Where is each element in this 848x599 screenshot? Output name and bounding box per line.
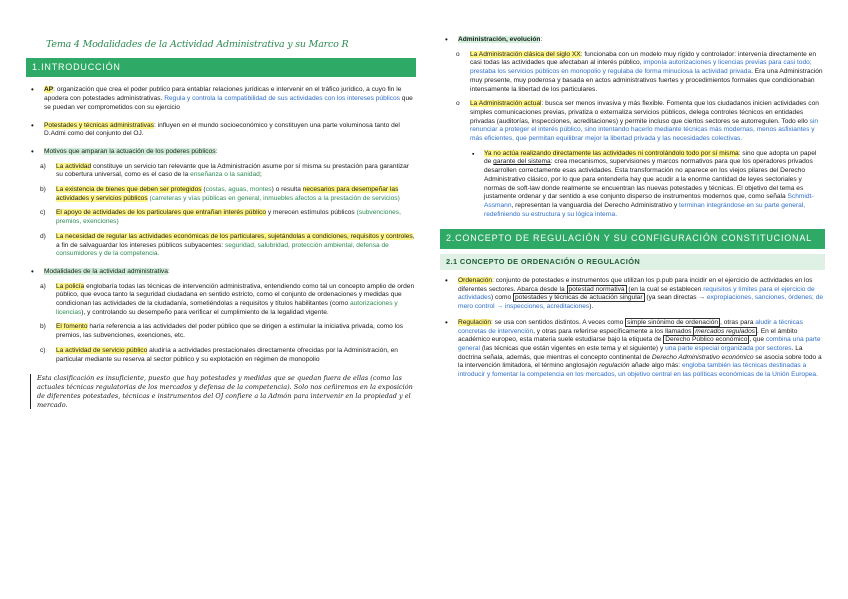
bullet-icon: • xyxy=(445,35,448,44)
section-heading-introduccion: 1.INTRODUCCIÓN xyxy=(26,58,416,78)
motivo-c: c) El apoyo de actividades de los particulares que entrañan interés público y merecen estímulos públicos (subvenciones, premios, exenciones) xyxy=(40,209,401,226)
bullet-regulacion: • Regulación: se usa con sentidos distintos. A veces como simple sinónimo de ordenación , otras para aludir a técnicas concretas de intervención, y otras para referirse específicamente a los llamados mercados regulados . En el ámbito académico europeo, esta materia suele estudiarse bajo la etiqueta de Derecho Público económico , que combina una parte general (las técnicas que están vigentes en este tema y el siguiente) y una parte especial organizada por sectores. La doctrina señala, además, que mientras el concepto continental de Derecho Administrativo económico se asocia sobre todo a la intervención limitadora, el término anglosajón regulación añade algo más: engloba también las técnicas destinadas a introducir y fomentar la competencia en los mercados, un objetivo central en las políticas económicas de la Unión Europea. xyxy=(445,317,822,379)
modalidad-b: b) El fomento haría referencia a las actividades del poder público que se dirigen a estimular la iniciativa privada, como los premios, las subvenciones, exenciones, etc. xyxy=(40,323,404,340)
item-admin-actual: o La Administración actual: busca ser menos invasiva y más flexible. Fomenta que los ciudadanos inicien actividades con simples comunicaciones previas, privatiza o externaliza servicios públicos, delega controles técnicos en entidades privadas (auditorías, inspecciones, acreditaciones) y permite incluso que ciertos sectores se autorregulen. Todo ello sin renunciar a proteger el interés público, sino intentando hacerlo mediante técnicas más modernas, menos asfixiantes y más eficientes, que permitan equilibrar mejor la libertad privada y las necesidades colectivas. xyxy=(456,100,819,143)
modalidad-c: c) La actividad de servicio público aludiría a actividades prestacionales directamente ofrecidas por la Administración, en particular mediante su reserva al sector público y su explotación en régimen de monopolio xyxy=(40,346,398,363)
motivo-a: a) La actividad constituye un servicio tan relevante que la Administración asume por sí misma su prestación para garantizar su cobertura universal, como es el caso de la enseñanza o la sanidad; xyxy=(40,162,409,179)
bullet-icon: • xyxy=(31,85,34,95)
document-title: Tema 4 Modalidades de la Actividad Administrativa y su Marco R xyxy=(46,39,349,50)
subsection-heading-ordenacion: 2.1 CONCEPTO DE ORDENACIÓN O REGULACIÓN xyxy=(440,254,825,270)
circle-bullet-icon: o xyxy=(456,100,460,108)
square-bullet-icon: ▪ xyxy=(472,150,475,158)
left-column xyxy=(26,0,416,409)
clasificacion-note: Esta clasificación es insuficiente, puesto que hay potestades y medidas que se quedan fuera de ellas (como las actuales técnicas regulatorias de los mercados y defensa de la competencia). Solo nos ceñiremos en la exposición de diferentes potestades, técnicas e instrumentos del OJ confiere a la Admón para intervenir en la propiedad y el mercado. xyxy=(30,374,416,409)
motivo-b: b) La existencia de bienes que deben ser protegidos (costas, aguas, montes) o resulta necesarios para desempeñar las actividades y servicios públicos (carreteras y vías públicas en general, inmuebles afectos a la prestación de servicios) xyxy=(40,186,400,202)
bullet-ordenacion: • Ordenación: conjunto de potestades e instrumentos que utilizan los p.pub para incidir en el ejercicio de actividades en los diferentes sectores. Abarca desde la potestad normativa (en la cual se establecen requisitos y límites para el ejercicio de actividades) como potestades y técnicas de actuación singular (ya sean directas → expropiaciones, sanciones, órdenes; de mero control → inspecciones, acreditaciones). xyxy=(445,276,824,311)
bullet-icon: • xyxy=(31,266,34,276)
bullet-ap: • AP: organización que crea el poder publico para entablar relaciones jurídicas e intervenir en el tráfico jurídico, a cuyo fin le apodera con potestades administrativas. Regula y controla la compatibilidad de sus actividades con los intereses públicos que se puedan ver comprometidos con su ejercicio xyxy=(31,85,413,111)
bullet-icon: • xyxy=(31,120,34,130)
section-heading-concepto-regulacion: 2.CONCEPTO DE REGULACIÓN Y SU CONFIGURACIÓN CONSTITUCIONAL xyxy=(440,229,825,249)
item-ya-no-actua: ▪ Ya no actúa realizando directamente las actividades ni controlándolo todo por sí misma: sino que adopta un papel de garante del sistema: crea mecanismos, supervisiones y marcos normativos para que los operadores privados desarrollen correctamente esas actividades. Esta transformación no aparece en los viejos pilares del Derecho Administrativo clásico, por lo que para entenderla hay que acudir a la enorme cantidad de leyes sectoriales y normas de soft-law donde realmente se encuentran las nuevas potestades y técnicas. El objetivo del tema es justamente ordenar y dar sentido a ese conjunto disperso de instrumentos modernos que, como señala Schmidt-Assmann, representan la vanguardia del Derecho Administrativo y terminan integrándose en su parte general, redefiniendo su estructura y su lógica interna. xyxy=(472,149,817,218)
bullet-potestades: • Potestades y técnicas administrativas: influyen en el mundo socioeconómico y constituyen una parte voluminosa tanto del D.Admi como del conjunto del OJ. xyxy=(31,120,400,138)
motivo-d: d) La necesidad de regular las actividades económicas de los particulares, sujetándolas a condiciones, requisitos y controles, a fin de salvaguardar los intereses públicos subyacentes: seguridad, salubridad, protección ambiental, defensa de consumidores y de la competencia. xyxy=(40,232,415,258)
bullet-evolucion: • Administración, evolución: xyxy=(445,35,543,44)
right-column xyxy=(440,0,825,380)
bullet-motivos: • Motivos que amparan la actuación de los poderes públicos: xyxy=(31,146,218,156)
bullet-icon: • xyxy=(31,146,34,156)
bullet-icon: • xyxy=(445,276,448,285)
bullet-modalidades: • Modalidades de la actividad administrativa: xyxy=(31,266,170,276)
modalidad-a: a) La policía englobaría todas las técnicas de intervención administrativa, entendiendo como tal un concepto amplio de orden público, que evoca tanto la seguridad ciudadana en sentido estricto, como el conjunto de ordenaciones y medidas que condicionan las actividades de la ciudadanía, sometiéndolas a requisitos y títulos habilitantes (como autorizaciones y licencias), y controlando su desempeño para verificar el cumplimiento de la legalidad vigente. xyxy=(40,282,415,316)
bullet-icon: • xyxy=(445,317,448,327)
circle-bullet-icon: o xyxy=(456,50,460,58)
item-admin-clasica: o La Administración clásica del siglo XX: funcionaba con un modelo muy rígido y controlador: intervenía directamente en casi todas las actividades que afectaban al interés público, imponía autorizaciones y licencias previas para casi todo; prestaba los servicios públicos en monopolio y regulaba de forma minuciosa la actividad privada. Era una Administración muy presente, muy poderosa y basada en actos administrativos fuertes y procedimientos formales que condicionaban intensamente la libertad de los particulares. xyxy=(456,50,823,93)
